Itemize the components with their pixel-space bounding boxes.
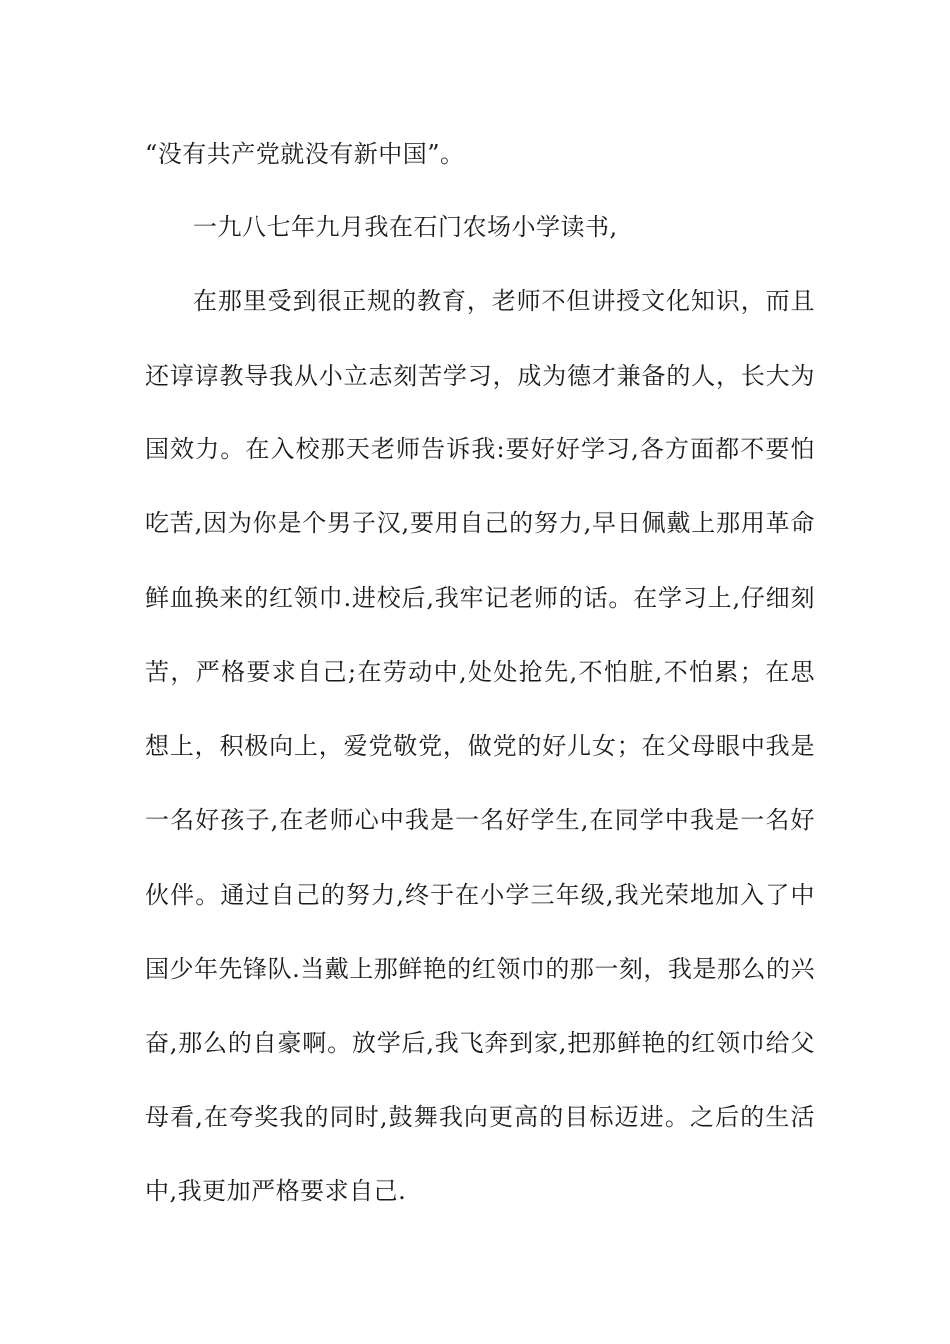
paragraph-line: 在那里受到很正规的教育，老师不但讲授文化知识，而且 — [193, 287, 815, 315]
text-line: 国少年先锋队.当戴上那鲜艳的红领巾的那一刻，我是那么的兴 — [145, 955, 815, 983]
text-line: 苦，严格要求自己;在劳动中,处处抢先,不怕脏,不怕累；在思 — [145, 658, 815, 686]
text-line: 还谆谆教导我从小立志刻苦学习，成为德才兼备的人，长大为 — [145, 362, 815, 390]
text-line: 奋,那么的自豪啊。放学后,我飞奔到家,把那鲜艳的红领巾给父 — [145, 1029, 815, 1057]
text-line: 吃苦,因为你是个男子汉,要用自己的努力,早日佩戴上那用革命 — [145, 509, 815, 537]
text-line: 中,我更加严格要求自己. — [145, 1177, 407, 1205]
text-line: 国效力。在入校那天老师告诉我:要好好学习,各方面都不要怕 — [145, 435, 815, 463]
text-line: 想上，积极向上，爱党敬党，做党的好儿女；在父母眼中我是 — [145, 732, 815, 760]
text-line: 伙伴。通过自己的努力,终于在小学三年级,我光荣地加入了中 — [145, 881, 815, 909]
text-line: 一名好孩子,在老师心中我是一名好学生,在同学中我是一名好 — [145, 806, 815, 834]
paragraph-line: 一九八七年九月我在石门农场小学读书, — [193, 213, 618, 241]
text-line: “没有共产党就没有新中国”。 — [145, 140, 465, 168]
text-line: 鲜血换来的红领巾.进校后,我牢记老师的话。在学习上,仔细刻 — [145, 584, 815, 612]
text-line: 母看,在夸奖我的同时,鼓舞我向更高的目标迈进。之后的生活 — [145, 1103, 815, 1131]
